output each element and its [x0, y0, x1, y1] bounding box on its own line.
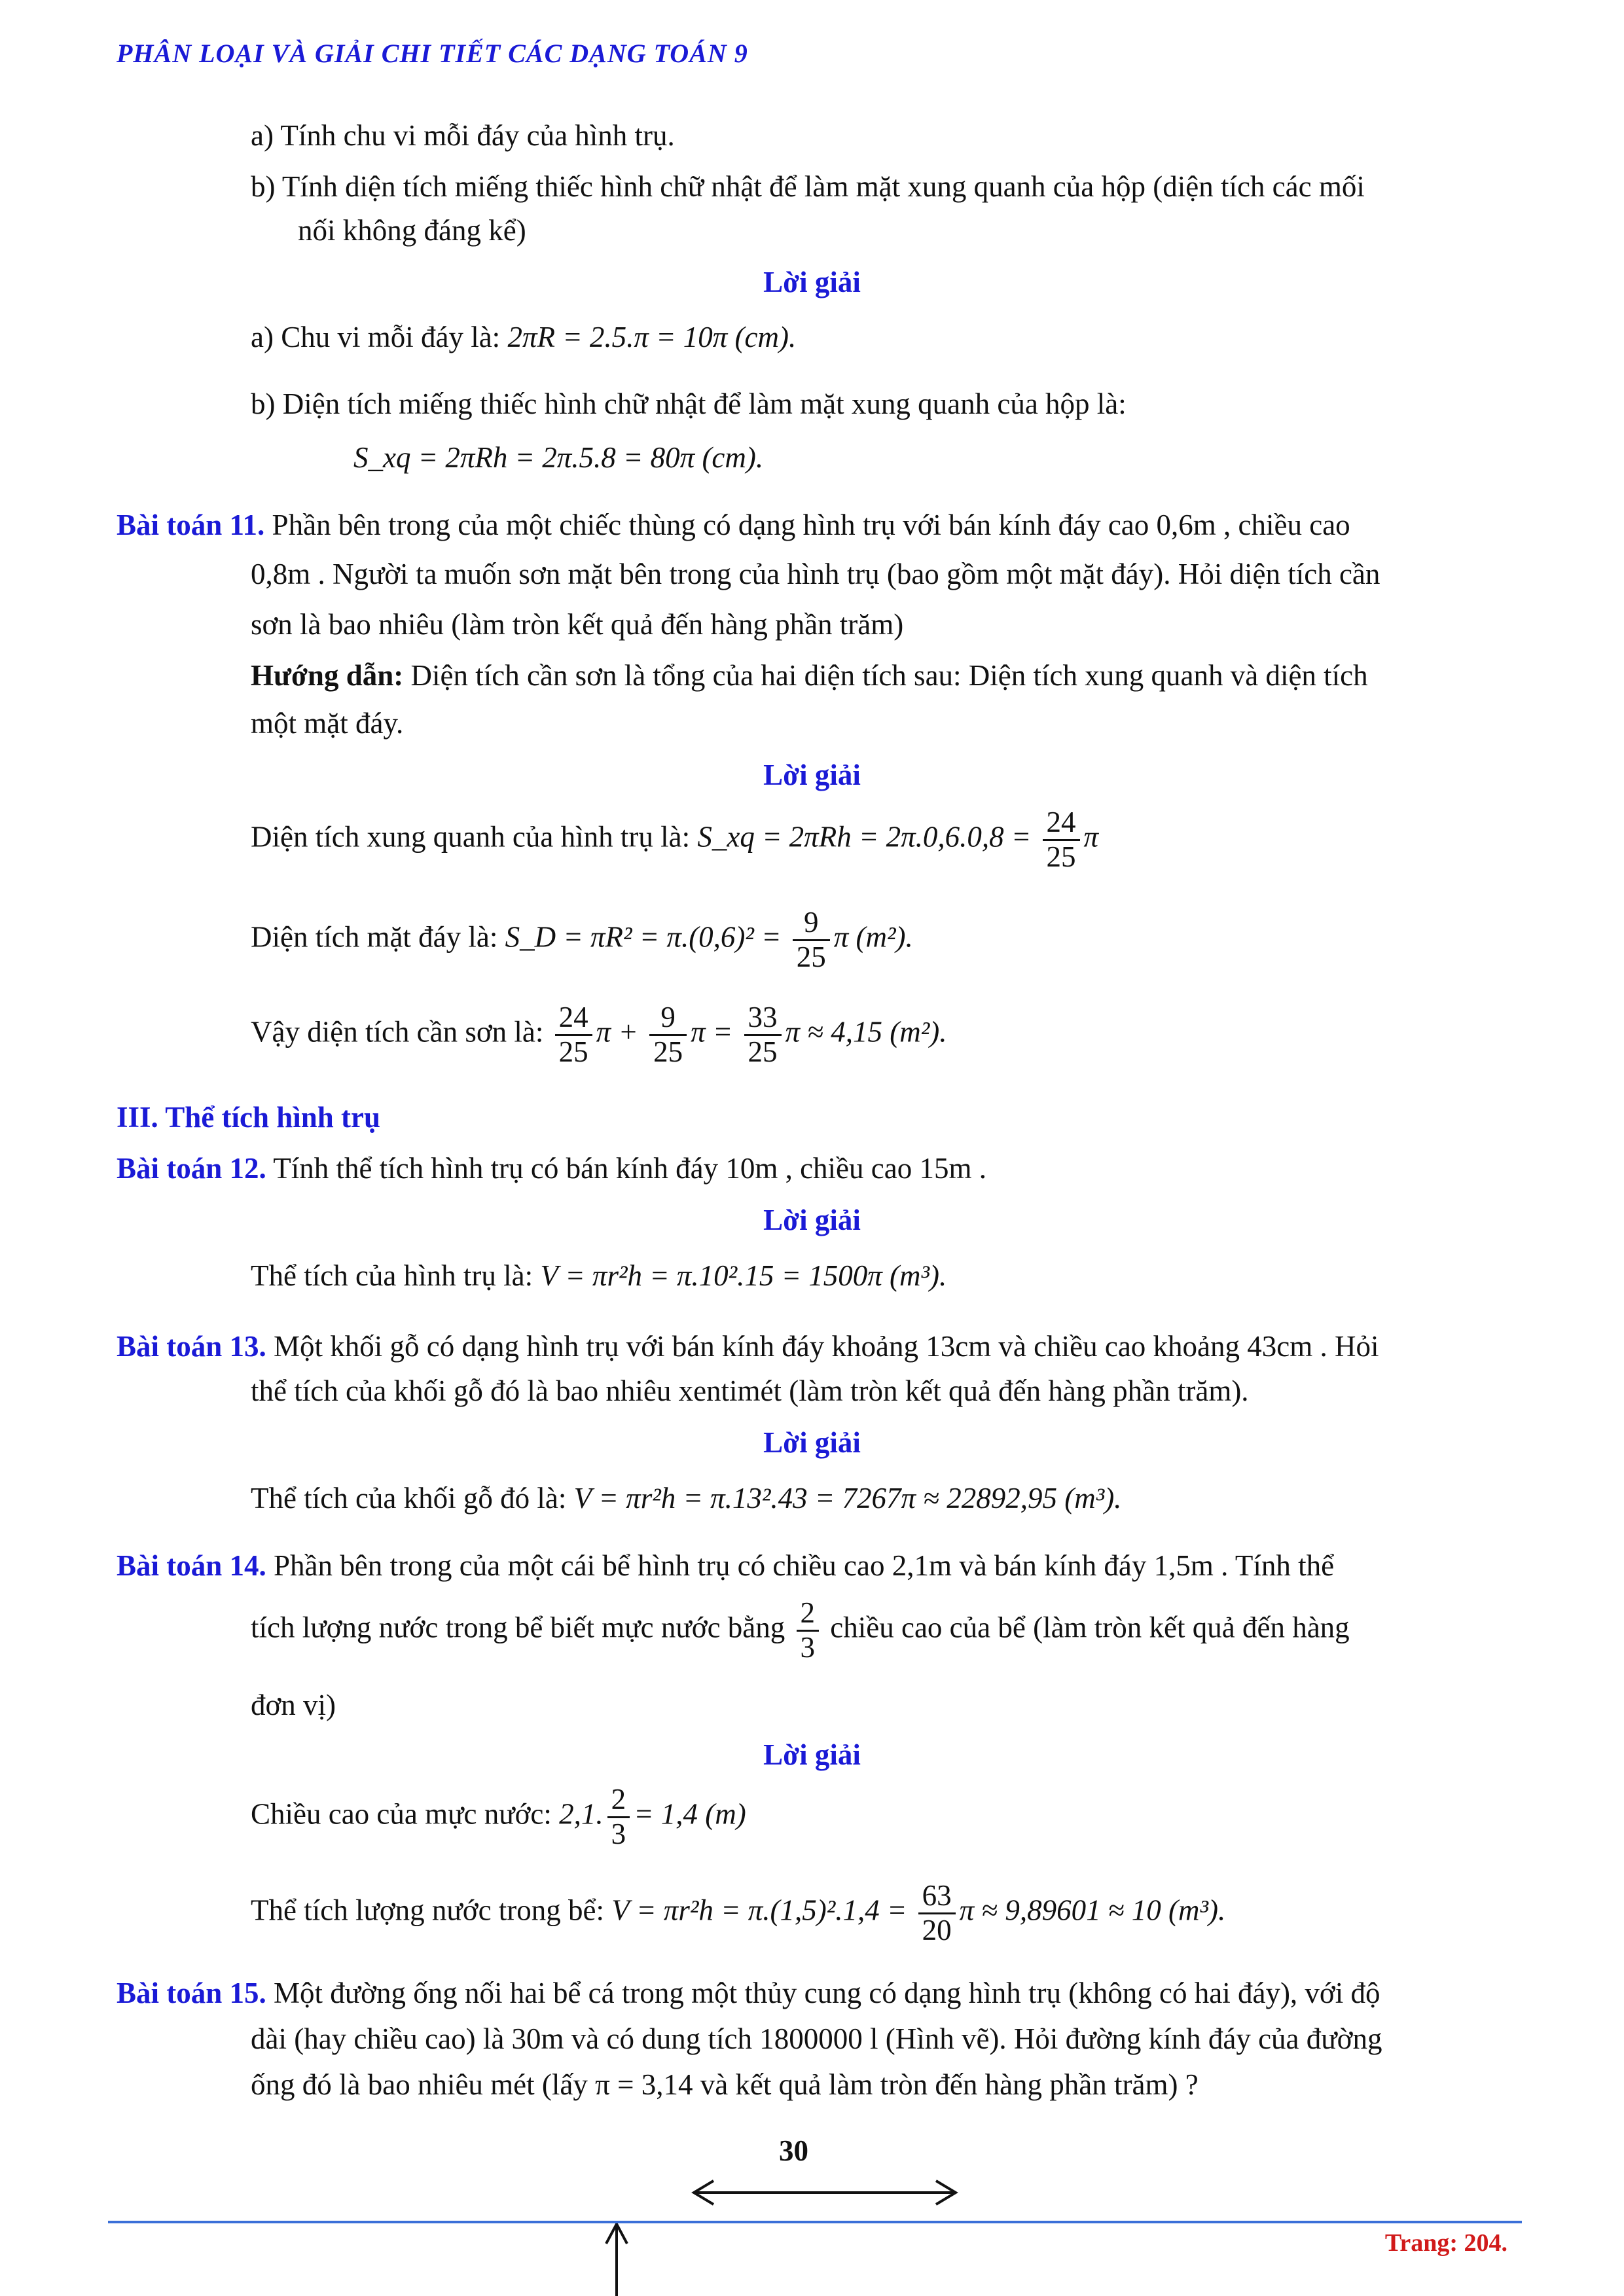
section-3-title: III. Thể tích hình trụ: [117, 1101, 381, 1134]
fraction-24-25: $\frac{24}{25}$: [1043, 806, 1080, 873]
problem-15-line3: ống đó là bao nhiêu mét (lấy π = 3,14 và kết quả làm tròn đến hàng phần trăm) ?: [251, 2068, 1199, 2101]
problem-14-label: Bài toán 14.: [117, 1549, 266, 1582]
problem-14-text2b: chiều cao của bể (làm tròn kết quả đến hàng: [830, 1611, 1350, 1644]
problem-13-solution-1-text: Thể tích của khối gỗ đó là:: [251, 1482, 567, 1515]
prev-solution-title: Lời giải: [763, 266, 861, 298]
page-number: Trang: 204.: [1384, 2229, 1507, 2257]
problem-13-text1: Một khối gỗ có dạng hình trụ với bán kính đáy khoảng 13cm và chiều cao khoảng 43cm . Hỏi: [274, 1330, 1379, 1363]
prev-solution-b-math: S_xq = 2πRh = 2π.5.8 = 80π (cm).: [353, 441, 764, 474]
prev-solution-a-math: 2πR = 2.5.π = 10π (cm).: [507, 321, 797, 353]
problem-11-hint-label: Hướng dẫn:: [251, 659, 404, 692]
problem-11-solution-3: Vậy diện tích cần sơn là: $\frac{24}{25}$ π + $\frac{9}{25}$ π = $\frac{33}{25}$ π ≈ 4,15 (m²).: [251, 1001, 947, 1068]
prev-solution-b: b) Diện tích miếng thiếc hình chữ nhật để làm mặt xung quanh của hộp là:: [251, 387, 1127, 420]
problem-15-line1: [117, 1975, 1380, 2011]
prev-solution-a: [251, 319, 796, 355]
length-arrow: [694, 2181, 956, 2204]
footer-divider: [108, 2221, 1522, 2223]
problem-11-solution-2-text: Diện tích mặt đáy là:: [251, 920, 498, 954]
vertical-arrow: [606, 2224, 627, 2296]
fraction-9-25-b: $\frac{9}{25}$: [649, 1001, 687, 1068]
fraction-2-3-b: $\frac{2}{3}$: [607, 1784, 630, 1850]
problem-14-solution-2-text: Thể tích lượng nước trong bể:: [251, 1893, 604, 1927]
prev-question-b-line1: b) Tính diện tích miếng thiếc hình chữ nhật để làm mặt xung quanh của hộp (diện tích các mối: [251, 170, 1365, 203]
problem-12-text: Tính thể tích hình trụ có bán kính đáy 10m , chiều cao 15m .: [273, 1152, 986, 1185]
problem-11-hint-line2: một mặt đáy.: [251, 707, 404, 740]
prev-solution-a-text: a) Chu vi mỗi đáy là:: [251, 321, 501, 353]
problem-14-text2a: tích lượng nước trong bể biết mực nước bằng: [251, 1611, 785, 1644]
fraction-33-25: $\frac{33}{25}$: [744, 1001, 782, 1068]
fraction-2-3: $\frac{2}{3}$: [797, 1597, 820, 1664]
problem-14-line1: [117, 1548, 1334, 1583]
problem-13-label: Bài toán 13.: [117, 1330, 266, 1363]
problem-11-hint-text: Diện tích cần sơn là tổng của hai diện tích sau: Diện tích xung quanh và diện tích: [410, 659, 1368, 692]
problem-11-text1: Phần bên trong của một chiếc thùng có dạng hình trụ với bán kính đáy cao 0,6m , chiều cao: [272, 509, 1350, 541]
problem-11-line3: sơn là bao nhiêu (làm tròn kết quả đến hàng phần trăm): [251, 608, 904, 641]
figure-length-label: 30: [779, 2134, 808, 2167]
problem-12-line1: [117, 1151, 986, 1186]
problem-14-solution-2: Thể tích lượng nước trong bể: V = πr²h = π.(1,5)².1,4 = $\frac{63}{20}$ π ≈ 9,89601 ≈ 10 (m³).: [251, 1879, 1226, 1946]
problem-12-solution-1-text: Thể tích của hình trụ là:: [251, 1259, 533, 1292]
problem-11-solution-3-text: Vậy diện tích cần sơn là:: [251, 1015, 544, 1049]
prev-question-a: a) Tính chu vi mỗi đáy của hình trụ.: [251, 119, 675, 152]
problem-11-solution-1-text: Diện tích xung quanh của hình trụ là:: [251, 820, 691, 853]
problem-12-label: Bài toán 12.: [117, 1152, 266, 1185]
problem-13-line1: [117, 1329, 1379, 1364]
problem-14-solution-1: Chiều cao của mực nước: 2,1. $\frac{2}{3}$ = 1,4 (m): [251, 1783, 746, 1850]
problem-12-solution-1: [251, 1258, 947, 1293]
problem-13-solution-title: Lời giải: [763, 1426, 861, 1459]
fraction-9-25: $\frac{9}{25}$: [793, 906, 830, 973]
problem-14-line3: đơn vị): [251, 1689, 336, 1721]
problem-14-solution-2-math: V = πr²h = π.(1,5)².1,4 =: [611, 1893, 907, 1927]
fraction-24-25-b: $\frac{24}{25}$: [555, 1001, 592, 1068]
header-title: PHÂN LOẠI VÀ GIẢI CHI TIẾT CÁC DẠNG TOÁN 9: [117, 39, 748, 68]
problem-11-solution-1-math: S_xq = 2πRh = 2π.0,6.0,8 =: [697, 820, 1032, 853]
problem-11-line2: 0,8m . Người ta muốn sơn mặt bên trong của hình trụ (bao gồm một mặt đáy). Hỏi diện tích cần: [251, 558, 1380, 590]
problem-12-solution-1-math: V = πr²h = π.10².15 = 1500π (m³).: [540, 1259, 947, 1292]
problem-15-label: Bài toán 15.: [117, 1977, 266, 2009]
problem-11-line1: [117, 507, 1350, 543]
fraction-63-20: $\frac{63}{20}$: [918, 1880, 956, 1946]
prev-question-b-line2: nối không đáng kể): [298, 214, 526, 247]
problem-13-solution-1-math: V = πr²h = π.13².43 = 7267π ≈ 22892,95 (m³).: [573, 1482, 1122, 1515]
problem-14-solution-title: Lời giải: [763, 1738, 861, 1771]
problem-11-label: Bài toán 11.: [117, 509, 265, 541]
problem-11-solution-1: Diện tích xung quanh của hình trụ là: S_xq = 2πRh = 2π.0,6.0,8 = $\frac{24}{25}$ π: [251, 806, 1099, 873]
problem-15-text1: Một đường ống nối hai bể cá trong một thủy cung có dạng hình trụ (không có hai đáy), với độ: [274, 1977, 1380, 2009]
problem-11-solution-title: Lời giải: [763, 759, 861, 791]
problem-15-line2: dài (hay chiều cao) là 30m và có dung tích 1800000 l (Hình vẽ). Hỏi đường kính đáy của đường: [251, 2022, 1382, 2055]
problem-13-line2: thể tích của khối gỗ đó là bao nhiêu xentimét (làm tròn kết quả đến hàng phần trăm).: [251, 1374, 1249, 1407]
problem-11-solution-2-math: S_D = πR² = π.(0,6)² =: [505, 920, 782, 954]
problem-14-solution-1-text: Chiều cao của mực nước:: [251, 1797, 552, 1831]
problem-14-line2: [251, 1597, 1350, 1664]
problem-11-solution-2: Diện tích mặt đáy là: S_D = πR² = π.(0,6)² = $\frac{9}{25}$ π (m²).: [251, 906, 913, 973]
problem-11-hint: [251, 658, 1368, 693]
problem-12-solution-title: Lời giải: [763, 1204, 861, 1236]
pipe-figure: [589, 2173, 995, 2296]
problem-14-text1: Phần bên trong của một cái bể hình trụ có chiều cao 2,1m và bán kính đáy 1,5m . Tính thể: [274, 1549, 1335, 1582]
problem-13-solution-1: [251, 1480, 1121, 1516]
